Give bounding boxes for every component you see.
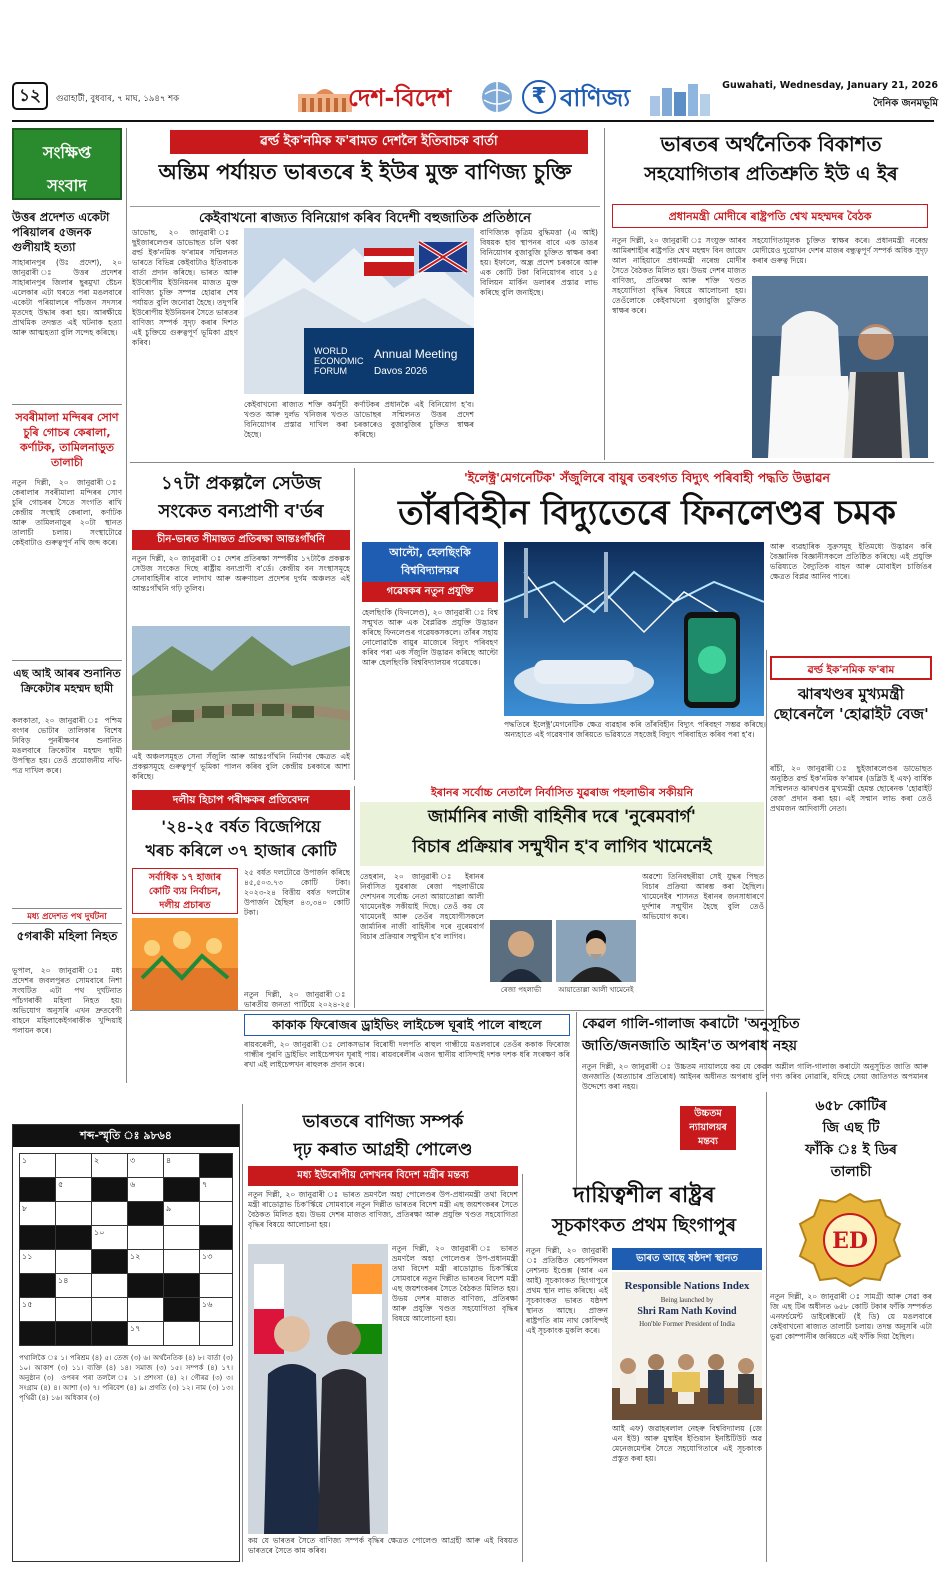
bjp-body-2: নতুন দিল্লী, ২০ জানুৱাৰী ঃ ভাৰতীয় জনতা পাৰ্টিয়ে ২০২৪-২৫ <box>244 990 350 1009</box>
sc-body: নতুন দিল্লী, ২০ জানুৱাৰী ঃ উচ্চতম ন্যায়ালয়ে কয় যে কেৱল অশ্লীল গালি-গালাজ কৰাটো অনুসূচিত জাতি আৰু জনজাতি (অত্যাচাৰ প্ৰতিৰোধ) আইনৰ অধীনত অপৰাধ বুলি গণ্য কৰিব নোৱাৰি, যদিহে সেয়া জাতিগত অপমানৰ উদ্দেশ্যে কৰা নহয়। <box>582 1062 928 1091</box>
paper-name: দৈনিক জনমভূমি <box>873 98 938 109</box>
iran-headline-box <box>360 802 764 866</box>
crossword-black-cell <box>127 1273 165 1298</box>
uae-headline-1: ভাৰতৰ অৰ্থনৈতিক বিকাশত <box>660 132 882 156</box>
crossword-black-cell <box>91 1249 129 1274</box>
iran-body: তেহৰান, ২০ জানুৱাৰী ঃ ইৰানৰ নিৰ্বাসিত যুৱৰাজ ৰেজা পহলাভীয়ে দেশখনৰ সৰ্বোচ্চ নেতা আয়াতোল্লা আলী খামেনেইক সকীয়াই দিছে। তেওঁ কয় যে খামেনেই আৰু তেওঁৰ সহযোগীসকলে জাৰ্মানিৰ নাজী বাহিনীৰ দৰে নুৰেমবাৰ্গ বিচাৰ প্ৰক্ৰিয়াৰ সন্মুখীন হ'ব লাগিব। <box>360 872 484 941</box>
crossword-number: ৪ <box>166 1156 172 1165</box>
crossword-number: ৬ <box>130 1180 136 1189</box>
poland-headline-1: ভাৰতৰে বাণিজ্য সম্পৰ্ক <box>302 1112 464 1132</box>
singapore-photo-name: Shri Ram Nath Kovind <box>637 1306 737 1317</box>
crossword-black-cell <box>91 1177 129 1202</box>
uae-body: নতুন দিল্লী, ২০ জানুৱাৰী ঃ সংযুক্ত আৰব আমিৰশাহীৰ ৰাষ্ট্ৰপতি শ্বেখ মহম্মদ বিন জায়েদ আল নাহিয়ানে প্ৰধানমন্ত্ৰী নৰেন্দ্ৰ মোদীৰ সৈতে বৈঠকত মিলিত হয়। উভয় দেশৰ মাজত বাণিজ্য, প্ৰতিৰক্ষা আৰু শক্তি খণ্ডত সহযোগিতা বৃদ্ধিৰ বিষয়ে আলোচনা হয়। তেওঁলোকে কেইবাখনো বুজাবুজি চুক্তিত স্বাক্ষৰ কৰে। <box>612 236 746 315</box>
crossword-black-cell <box>127 1201 165 1226</box>
brief-item-5-head: ৫গৰাকী মহিলা নিহত <box>16 929 118 943</box>
brief-item-5-body: ভূপাল, ২০ জানুৱাৰী ঃ মধ্য প্ৰদেশৰ জবলপুৰত সোমবাৰে নিশা সংঘটিত এটা পথ দুৰ্ঘটনাত পাঁচগৰাকী মহিলা নিহত হয়। অভিযোগ অনুসৰি এখন দ্ৰুতবেগী বাহনে মহিলাকেইগৰাকীক খুন্দিয়াই পলায়ন কৰে। <box>12 966 122 1035</box>
column-divider <box>126 128 127 1083</box>
poland-photo <box>248 1244 388 1534</box>
finland-blue-box <box>362 542 498 582</box>
sc-box <box>680 1106 736 1150</box>
sc-box-line3: মন্তব্য <box>698 1136 718 1147</box>
singapore-photo-title: Responsible Nations Index <box>624 1280 750 1292</box>
crossword-cell[interactable] <box>199 1297 233 1322</box>
crossword-cell[interactable] <box>163 1201 201 1226</box>
crossword-cell[interactable] <box>127 1321 165 1346</box>
iran-photo-caption-2: আয়াতোল্লা আলী খামেনেই <box>558 986 634 994</box>
finland-red-box: গৱেষকৰ নতুন প্ৰযুক্তি <box>362 582 498 602</box>
crossword-number: ১২ <box>130 1252 141 1261</box>
rupee-icon: ₹ <box>522 80 556 114</box>
iran-photo-khamenei <box>556 920 636 982</box>
crossword-number: ৩ <box>130 1156 136 1165</box>
sez-body: নতুন দিল্লী, ২০ জানুৱাৰী ঃ দেশৰ প্ৰতিৰক্ষা সম্পৰ্কীয় ১৭টাকৈ প্ৰকল্পক সেউজ সংকেত দিছে ৰাষ্ট্ৰীয় বন্যপ্ৰাণী ব'ৰ্ডে। কেন্দ্ৰীয় বন সংস্থাসমূহে সেনাবাহিনীৰ বাবে লাদাখ আৰু অৰুণাচল প্ৰদেশৰ দুৰ্গম অঞ্চলত এই আন্তঃগাঁথনি গঢ়ি তুলিব। <box>132 554 350 593</box>
bjp-box-line2: কোটি ব্যয় নিৰ্বাচন, <box>148 886 222 897</box>
poland-body-2: কয় যে ভাৰতৰ সৈতে বাণিজ্য সম্পৰ্ক বৃদ্ধিৰ ক্ষেত্ৰত পোলেণ্ড আগ্ৰহী আৰু এই বিষয়ত ভাৰতৰে সৈতে কাম কৰিব। <box>248 1536 518 1555</box>
crossword-black-cell <box>19 1321 57 1346</box>
bjp-headline-2: খৰচ কৰিলে ৩৭ হাজাৰ কোটি <box>145 841 337 860</box>
singapore-photo <box>612 1272 762 1420</box>
crossword-black-cell <box>163 1177 201 1202</box>
svg-text:Davos 2026: Davos 2026 <box>374 366 428 377</box>
finland-blue-box-line2: বিশ্ববিদ্যালয়ৰ <box>401 564 459 577</box>
wef-col-3: কৰ্ণাটকৰ প্ৰধানকৈ এই বিনিয়োগ হ'ব। ডাভোছৰ সন্মিলনত উত্তৰ প্ৰদেশ চৰকাৰেও বুজাবুজিৰ চুক্তিত স্বাক্ষৰ কৰিছে। <box>354 400 474 439</box>
brief-column <box>12 128 122 1083</box>
wef-kicker: ৱৰ্ল্ড ইক'নমিক ফ'ৰামত দেশলৈ ইতিবাচক বাৰ্তা <box>170 130 588 154</box>
crossword-number: ১১ <box>22 1252 33 1261</box>
sez-headline-1: ১৭টা প্ৰকল্পলৈ সেউজ <box>160 473 322 494</box>
singapore-body: নতুন দিল্লী, ২০ জানুৱাৰী ঃ প্ৰতিষ্ঠিত ৰেচপন্সিবল নেশ্যনচ ইণ্ডেক্স (আৰ এন আই) সূচকাংকত ছিংগাপুৰে প্ৰথম স্থান লাভ কৰিছে। এই সূচকাংকত ভাৰত যষ্ঠদশ স্থানত আছে। প্ৰাক্তন ৰাষ্ট্ৰপতি ৰাম নাথ কোবিন্দই এই সূচকাংক মুকলি কৰে। <box>526 1246 608 1335</box>
svg-text:WORLD: WORLD <box>314 346 348 356</box>
iran-body-2: অৱশ্যে তিনিবছৰীয়া সেই যুদ্ধৰ পিছত বিচাৰ প্ৰক্ৰিয়া আৰম্ভ কৰা হৈছিল। খামেনেইৰ শাসনত ইৰানৰ জনসাধাৰণে দুৰ্দশাৰ সন্মুখীন হৈছে বুলি তেওঁ অভিযোগ কৰে। <box>642 872 764 921</box>
crossword-number: ১৩ <box>202 1252 213 1261</box>
brief-item-3-body: কলকাতা, ২০ জানুৱাৰী ঃ পশ্চিম বংগৰ ভোটাৰ তালিকাৰ বিশেষ নিবিড় পুনৰীক্ষণৰ শুনানিত মঙলবাৰে ক্ৰিকেটাৰ মহম্মদ ছামী উপস্থিত হয়। তেওঁ প্ৰয়োজনীয় নথি-পত্ৰ দাখিল কৰে। <box>12 716 122 775</box>
poland-kicker: মধ্য ইউৰোপীয় দেশখনৰ বিদেশ মন্ত্ৰীৰ মন্তব্য <box>248 1166 518 1186</box>
bjp-box-line1: সৰ্বাধিক ১৭ হাজাৰ <box>148 872 222 883</box>
bjp-body: ২৫ বৰ্ষত দলটোৱে উপাৰ্জন কৰিছে ৪৫,৫০৩.৭৩ কোটি টকা। ২০২৩-২৪ বিত্তীয় বৰ্ষত দলটোৰ উপাৰ্জন হৈছিল ৪৩,৩৪০ কোটি টকা। <box>244 868 350 917</box>
finland-body-left: হেলছিংকি (ফিনলেণ্ড), ২০ জানুৱাৰী ঃ বিশ্ব সন্মুখত আৰু এক বৈপ্লৱিক প্ৰযুক্তি উদ্ভাৱন কৰিছে ফিনলেণ্ডৰ গৱেষকসকলে। তাঁৰৰ সহায় নোলোৱাকৈ বায়ুৰ মাজেৰে বিদ্যুৎ পৰিবহণ কৰিব পৰা এক সঁজুলি উদ্ভাৱন কৰিছে আল্টো আৰু হেলছিংকি বিশ্ববিদ্যালয়ৰ গৱেষকে। <box>362 608 498 667</box>
ed-logo-letters: ED <box>832 1228 868 1254</box>
sc-box-line1: উচ্চতম <box>694 1108 722 1119</box>
crossword-cell[interactable] <box>19 1153 57 1178</box>
crossword-cell[interactable] <box>55 1177 93 1202</box>
bjp-box-line3: দলীয় প্ৰচাৰত <box>159 900 211 911</box>
bjp-headline-1: '২৪-২৫ বৰ্ষত বিজেপিয়ে <box>161 817 321 836</box>
crossword-clues: পথালিকৈ ঃ ১। পৰিশ্ৰম (৪) ৫। তেজ (৩) ৬। অৰ্থনৈতিক (৪) ৮। বাৰ্তা (৩) ১০। আকাশ (৩) ১১। ব্যক্তি (৪) ১৪। সমাজ (৩) ১৫। সম্পৰ্ক (৪) ১৭। অনুষ্ঠান (৩) ‍ ওপৰৰ পৰা তললৈ ঃ ১। প্ৰশংসা (৪) ২। গৌৰৱ (৩) ৩। সংগ্ৰাম (৪) ৪। আশা (৩) ৭। পৰিবেশ (৪) ৯। প্ৰগতি (৩) ১২। নাম (৩) ১৩। পৃথিৱী (৪) ১৬। অধিকাৰ (৩) <box>19 1354 233 1402</box>
date-assamese: গুৱাহাটী, বুধবাৰ, ৭ মাঘ, ১৯৪৭ শক <box>56 94 180 104</box>
crossword-cell[interactable] <box>127 1225 165 1250</box>
crossword-cell[interactable] <box>199 1201 233 1226</box>
crossword-cell[interactable] <box>127 1249 165 1274</box>
brief-item-3-head: এছ আই আৰৰ শুনানিত ক্ৰিকেটাৰ মহম্মদ ছামী <box>13 667 121 695</box>
crossword <box>12 1124 240 1562</box>
crossword-black-cell <box>163 1273 201 1298</box>
bjp-highlight-box <box>132 868 238 914</box>
crossword-cell[interactable] <box>163 1321 201 1346</box>
crossword-cell[interactable] <box>91 1273 129 1298</box>
column-divider <box>766 1092 767 1562</box>
globe-icon <box>480 80 514 114</box>
iran-photo-pahlavi <box>490 920 552 982</box>
svg-text:Annual Meeting: Annual Meeting <box>374 347 458 361</box>
crossword-cell[interactable] <box>199 1177 233 1202</box>
crossword-grid <box>19 1153 233 1343</box>
bjp-kicker: দলীয় হিচাপ পৰীক্ষকৰ প্ৰতিবেদন <box>132 790 350 810</box>
crossword-cell[interactable] <box>19 1201 57 1226</box>
crossword-black-cell <box>199 1225 233 1250</box>
crossword-cell[interactable] <box>91 1153 129 1178</box>
jharkhand-body: ৰাঁচী, ২০ জানুৱাৰী ঃ ছুইজাৰলেণ্ডৰ ডাভোছত অনুষ্ঠিত ৱৰ্ল্ড ইক'নমিক ফ'ৰামৰ (ডব্লিউ ই এফ) বাৰ্ষিক সন্মিলনত ঝাৰখণ্ডৰ মুখ্যমন্ত্ৰী হেমন্ত ছোৰেনক 'হোৱাইট বেজ' প্ৰদান কৰা হয়। এই সন্মান লাভ কৰা তেওঁ প্ৰথমজন আদিবাসী নেতা। <box>770 764 932 813</box>
brief-label <box>12 128 122 200</box>
crossword-cell[interactable] <box>91 1225 129 1250</box>
poland-body-3: নতুন দিল্লী, ২০ জানুৱাৰী ঃ ভাৰত ভ্ৰমণলৈ অহা পোলেণ্ডৰ উপ-প্ৰধানমন্ত্ৰী তথা বিদেশ মন্ত্ৰী ৰাডোস্লাভ চিক'ৰ্স্কিয়ে সোমবাৰে নতুন দিল্লীত ভাৰতৰ বিদেশ মন্ত্ৰী এছ জয়শংকৰৰ সৈতে বৈঠকত মিলিত হয়। উভয় দেশৰ মাজত বাণিজ্য, প্ৰতিৰক্ষা আৰু প্ৰযুক্তি খণ্ডত সহযোগিতা বৃদ্ধিৰ বিষয়ে আলোচনা হয়। <box>392 1244 518 1323</box>
poland-headline-2: দৃঢ় কৰাত আগ্ৰহী পোলেণ্ড <box>293 1140 473 1160</box>
singapore-blue-box: ভাৰত আছে ষষ্ঠদশ স্থানত <box>612 1248 762 1270</box>
sc-headline-1: কেৱল গালি-গালাজ কৰাটো 'অনুসূচিত <box>582 1016 800 1032</box>
building-graphic <box>296 86 354 114</box>
crossword-black-cell <box>55 1321 93 1346</box>
crossword-black-cell <box>19 1177 57 1202</box>
crossword-cell[interactable] <box>55 1201 93 1226</box>
section-banner <box>296 76 714 118</box>
finland-kicker: 'ইলেক্ট্ৰ'মেগনেটিক' সঁজুলিৰে বায়ুৰ তৰংগত বিদ্যুৎ পৰিবাহী পদ্ধতি উদ্ভাৱন <box>463 470 831 485</box>
brief-item-2-head <box>12 410 122 470</box>
wef-headline: অন্তিম পৰ্যায়ত ভাৰতৰে ই ইউৰ মুক্ত বাণিজ্য চুক্তি <box>158 159 572 184</box>
uae-photo <box>752 276 928 458</box>
ed-headline-4: তালাচী <box>830 1164 872 1180</box>
crossword-cell[interactable] <box>199 1273 233 1298</box>
brief-item-1-body: সাহাৰানপুৰ (উঃ প্ৰদেশ), ২০ জানুৱাৰী ঃ উত্তৰ প্ৰদেশৰ সাহাৰানপুৰ জিলাৰ ছুৰমুখা ষ্টেচন এলেকাৰ এটা ঘৰতে পৰা মঙলবাৰে একেটা পৰিয়ালৰে পাঁচজন সদস্যৰ মৃতদেহ উদ্ধাৰ কৰা হয়। আৰক্ষীয়ে প্ৰাথমিক তদন্তত এই ঘটনাক হত্যা আৰু আত্মহত্যা বুলি সন্দেহ কৰিছে। <box>12 258 122 337</box>
crossword-cell[interactable] <box>55 1153 93 1178</box>
column-divider <box>604 128 605 460</box>
sez-kicker: চীন-ভাৰত সীমান্তত প্ৰতিৰক্ষা আন্তঃগাঁথনি <box>132 530 350 550</box>
crossword-number: ১৭ <box>130 1324 141 1333</box>
kakak-headline: কাকাক ফিৰোজৰ ড্ৰাইভিং লাইচেন্স ঘূৰাই পালে ৰাহুলে <box>244 1014 570 1036</box>
wef-photo <box>244 228 474 394</box>
city-graphic <box>648 82 712 116</box>
uae-kicker: প্ৰধানমন্ত্ৰী মোদীৰে ৰাষ্ট্ৰপতি শ্বেখ মহম্মদৰ বৈঠক <box>612 204 928 228</box>
section-title-banijya: বাণিজ্য <box>560 83 631 112</box>
svg-text:ECONOMIC: ECONOMIC <box>314 356 364 366</box>
crossword-cell[interactable] <box>55 1249 93 1274</box>
crossword-cell[interactable] <box>163 1153 201 1178</box>
ed-headline-2: জি এছ টি <box>822 1120 880 1136</box>
crossword-title: শব্দ-স্মৃতি ঃ ৯৮৬৪ <box>13 1125 239 1147</box>
crossword-cell[interactable] <box>127 1153 165 1178</box>
section-divider <box>130 462 934 463</box>
crossword-black-cell <box>91 1321 129 1346</box>
sc-box-line2: ন্যায়ালয়ৰ <box>689 1122 727 1133</box>
crossword-number: ৮ <box>22 1204 28 1213</box>
singapore-photo-role: Hon'ble Former President of India <box>639 1320 735 1328</box>
crossword-black-cell <box>199 1153 233 1178</box>
finland-headline: তাঁৰবিহীন বিদ্যুতেৰে ফিনলেণ্ডৰ চমক <box>398 493 896 533</box>
ed-headline-3: ফাঁকি ঃ ই ডিৰ <box>805 1142 897 1158</box>
finland-body-right: আৰু ব্যৱহাৰিক সুক্ৰসমূহ ইতিমধ্যে উদ্ভাৱন কৰি বৈজ্ঞানিক বিজ্ঞানীসকলে প্ৰতিষ্ঠিত কৰিছে। এই প্ৰযুক্তি ভৱিষ্যতে বৈদ্যুতিক বাহন আৰু মোবাইল চাৰ্জিঙৰ ক্ষেত্ৰত বিপ্লৱ আনিব পাৰে। <box>770 542 932 581</box>
brief-item-2-body: নতুন দিল্লী, ২০ জানুৱাৰী ঃ কেৰালাৰ সবৰীমালা মন্দিৰৰ সোণ চুৰি গোচৰৰ সৈতে সংগতি ৰাখি কেন্দ্ৰীয় সংস্থাই কেৰালা, কৰ্ণাটক আৰু তামিলনাড়ুৰ ২০টা স্থানত তালাচী চলায়। সংস্থাটোৱে কেইবাটাও গুৰুত্বপূৰ্ণ নথি জব্দ কৰে। <box>12 478 122 547</box>
singapore-headline-1: দায়িত্বশীল ৰাষ্ট্ৰৰ <box>573 1182 715 1208</box>
crossword-black-cell <box>163 1297 201 1322</box>
brief-label-line2: সংবাদ <box>47 176 87 195</box>
crossword-cell[interactable] <box>55 1297 93 1322</box>
finland-blue-box-line1: আল্টো, হেলছিংকি <box>389 546 471 559</box>
poland-body: নতুন দিল্লী, ২০ জানুৱাৰী ঃ ভাৰত ভ্ৰমণলৈ অহা পোলেণ্ডৰ উপ-প্ৰধানমন্ত্ৰী তথা বিদেশ মন্ত্ৰী ৰাডোস্লাভ চিক'ৰ্স্কিয়ে সোমবাৰে নতুন দিল্লীত ভাৰতৰ বিদেশ মন্ত্ৰী এছ জয়শংকৰৰ সৈতে বৈঠকত মিলিত হয়। উভয় দেশৰ মাজত বাণিজ্য, প্ৰতিৰক্ষা আৰু প্ৰযুক্তি খণ্ডত সহযোগিতা বৃদ্ধিৰ বিষয়ে আলোচনা হয়। <box>248 1190 518 1229</box>
svg-text:FORUM: FORUM <box>314 366 347 376</box>
singapore-photo-people <box>612 1332 762 1420</box>
crossword-number: ৯ <box>166 1204 172 1213</box>
crossword-cell[interactable] <box>163 1225 201 1250</box>
crossword-cell[interactable] <box>199 1249 233 1274</box>
ed-logo <box>790 1190 910 1290</box>
crossword-number: ৫ <box>58 1180 64 1189</box>
finland-photo <box>504 542 764 716</box>
crossword-black-cell <box>55 1225 93 1250</box>
iran-headline-1: জাৰ্মানিৰ নাজী বাহিনীৰ দৰে 'নুৰেমবাৰ্গ' <box>428 807 696 827</box>
section-title-desh-bidesh: দেশ-বিদেশ <box>348 83 452 112</box>
crossword-cell[interactable] <box>19 1297 57 1322</box>
sez-photo <box>132 626 350 750</box>
wef-col-4: বাণিজ্যিক কৃত্ৰিম বুদ্ধিমত্তা (এ আই) বিষয়ক হাব স্থাপনৰ বাবে এক ডাঙৰ বিনিয়োগৰ বুজাবুজি চুক্তিত স্বাক্ষৰ কৰা হয়। ইফালে, অন্ধ্ৰ প্ৰদেশ চৰকাৰে আৰু এক কোটি টকা বিনিয়োগৰ বাবে ১৫ বিলিয়ন মাৰ্কিন ডলাৰৰ প্ৰস্তাৱ লাভ কৰিছে বুলি জনাইছে। <box>480 228 598 297</box>
column-divider <box>522 1174 523 1562</box>
crossword-black-cell <box>19 1225 57 1250</box>
sez-body-2: এই অঞ্চলসমূহত সেনা সঁজুলি আৰু আন্তঃগাঁথনি নিৰ্মাণৰ ক্ষেত্ৰত এই প্ৰকল্পসমূহে গুৰুত্বপূৰ্ণ ভূমিকা পালন কৰিব বুলি কেন্দ্ৰীয় চৰকাৰে আশা কৰিছে। <box>132 752 350 781</box>
date-english: Guwahati, Wednesday, January 21, 2026 <box>722 80 938 91</box>
singapore-headline-2: সূচকাংকত প্ৰথম ছিংগাপুৰ <box>551 1215 737 1236</box>
sez-headline-2: সংকেত বন্যপ্ৰাণী ব'ৰ্ডৰ <box>158 501 324 522</box>
ed-body: নতুন দিল্লী, ২০ জানুৱাৰী ঃ সামগ্ৰী আৰু সেৱা কৰ জি এছ টিৰ অধীনত ৬৫৮ কোটি টকাৰ ফাঁকি সম্পৰ্কত এনফৰ্চমেন্ট ডাইৰেক্টৰেট (ই ডি) য়ে মঙলবাৰে কেইবাখনো ৰাজ্যত তালাচী চলায়। তদন্ত অনুসৰি এটা ভুৱা কোম্পানীৰ জৰিয়তে এই ফাঁকি দিয়া হৈছিল। <box>770 1292 932 1341</box>
column-divider <box>354 468 355 780</box>
bjp-photo <box>132 918 238 1010</box>
divider <box>12 660 122 661</box>
finland-body-bottom: পদ্ধতিৰে ইলেক্ট্ৰ'মেগনেটিক ক্ষেত্ৰ ব্যৱহাৰ কৰি তাঁৰবিহীন বিদ্যুৎ পৰিবহণ সম্ভৱ কৰিছে। অন্যহাতে এই গৱেষণাৰ জৰিয়তে ভৱিষ্যতে সহজেই বিদ্যুৎ পৰিবাহিত কৰিব পৰা হ'ব। <box>504 720 766 739</box>
crossword-cell[interactable] <box>127 1297 165 1322</box>
crossword-black-cell <box>19 1273 57 1298</box>
wef-col-2: কেইবাখনো ৰাজ্যত শক্তি কৰ্মসূচী খণ্ডত আৰু দুৰ্লভ খনিজৰ খণ্ডত বিনিয়োগৰ প্ৰস্তাৱ দাখিল কৰা হৈছে। <box>244 400 348 439</box>
column-divider <box>354 786 355 1008</box>
crossword-number: ২ <box>94 1156 100 1165</box>
column-divider <box>576 1012 577 1188</box>
crossword-number: ১৫ <box>22 1300 33 1309</box>
masthead-rule <box>12 120 934 122</box>
iran-photo-caption-1: ৰেজা পহলাভী <box>500 986 542 994</box>
wef-col-1: ডাভোছ, ২০ জানুৱাৰী ঃ ছুইজাৰলেণ্ডৰ ডাভোছত চলি থকা ৱৰ্ল্ড ইক'নমিক ফ'ৰামৰ সন্মিলনত ভাৰতে বিভিন্ন কেইবাটাও ইতিবাচক বাৰ্তা প্ৰদান কৰিছে। ভাৰত আৰু ইউৰোপীয় ইউনিয়নৰ মাজত মুক্ত বাণিজ্য চুক্তি সম্পন্ন হোৱাৰ শেষ পৰ্যায়ত বুলি জনোৱা হৈছে। তদুপৰি ইউৰোপীয় ইউনিয়নৰ সৈতে ভাৰতৰ বাণিজ্য সম্পৰ্ক সুদৃঢ় কৰাৰ দিশত এই চুক্তিয়ে গুৰুত্বপূৰ্ণ ভূমিকা গ্ৰহণ কৰিব। <box>132 228 238 347</box>
jharkhand-headline: ঝাৰখণ্ডৰ মুখ্যমন্ত্ৰী ছোৰেনলৈ 'হোৱাইট বেজ' <box>773 685 929 723</box>
brief-item-4-head: মধ্য প্ৰদেশত পথ দুৰ্ঘটনা <box>12 908 122 924</box>
crossword-number: ১৪ <box>58 1276 69 1285</box>
crossword-cell[interactable] <box>91 1201 129 1226</box>
sc-headline-2: জাতি/জনজাতি আইন'ত অপৰাধ নহয় <box>582 1038 797 1054</box>
crossword-cell[interactable] <box>127 1177 165 1202</box>
crossword-number: ১০ <box>94 1228 105 1237</box>
iran-kicker: ইৰানৰ সৰ্বোচ্চ নেতালৈ নিৰ্বাসিত যুৱৰাজ পহলাভীৰ সকীয়নি <box>430 786 694 799</box>
crossword-cell[interactable] <box>163 1249 201 1274</box>
crossword-cell[interactable] <box>55 1273 93 1298</box>
crossword-number: ১৬ <box>202 1300 213 1309</box>
kakak-body: ৰায়বৰেলী, ২০ জানুৱাৰী ঃ লোকসভাৰ বিৰোধী দলপতি ৰাহুল গান্ধীয়ে মঙলবাৰে তেওঁৰ ককাক ফিৰোজ গান্ধীৰ পুৰণি ড্ৰাইভিং লাইচেন্সখন ঘূৰাই পায়। ৰায়বৰেলীৰ এজন স্থানীয় বাসিন্দাই দশক দশক ধৰি সংৰক্ষণ কৰি ৰখা এই লাইচেন্সখন ৰাহুলক প্ৰদান কৰে। <box>244 1040 570 1069</box>
brief-item-1-head: উত্তৰ প্ৰদেশত একেটা পৰিয়ালৰ ৫জনক গুলীয়াই হত্যা <box>12 210 110 254</box>
ed-headline-1: ৬৫৮ কোটিৰ <box>815 1098 887 1114</box>
crossword-number: ৭ <box>202 1180 208 1189</box>
page-number: ১২ <box>12 82 48 110</box>
uae-body-2: সহযোগিতামূলক চুক্তিত স্বাক্ষৰ কৰে। প্ৰধানমন্ত্ৰী নৰেন্দ্ৰ মোদীয়েও দুয়োখন দেশৰ মাজৰ বন্ধুত্বপূৰ্ণ সম্পৰ্ক অধিক সুদৃঢ় কৰাৰ গুৰুত্ব দিয়ে। <box>752 236 928 265</box>
column-divider <box>242 1104 243 1562</box>
brief-item-2-headline: সবৰীমালা মন্দিৰৰ সোণ চুৰি গোচৰ কেৰালা, কৰ্ণাটক, তামিলনাড়ুত তালাচী <box>15 411 119 469</box>
masthead <box>0 72 945 122</box>
singapore-body-2: আই এফ) জৱাহৰলাল নেহৰু বিশ্ববিদ্যালয় (জে এন ইউ) আৰু মুম্বাইৰ ইণ্ডিয়ান ইনষ্টিটিউট অৱ মেনেজমেণ্টৰ সৈতে সহযোগিতাৰে এই সূচকাংক প্ৰস্তুত কৰা হয়। <box>612 1424 762 1463</box>
brief-label-line1: সংক্ষিপ্ত <box>42 143 92 162</box>
jharkhand-kicker: ৱৰ্ল্ড ইক'নমিক ফ'ৰাম <box>770 656 932 680</box>
crossword-number: ১ <box>22 1156 28 1165</box>
singapore-photo-sub: Being launched by <box>660 1296 714 1304</box>
crossword-cell[interactable] <box>19 1249 57 1274</box>
wef-subhead: কেইবাখনো ৰাজ্যত বিনিয়োগ কৰিব বিদেশী বহুজাতিক প্ৰতিষ্ঠানে <box>130 206 600 230</box>
crossword-cell[interactable] <box>199 1321 233 1346</box>
crossword-cell[interactable] <box>91 1297 129 1322</box>
section-divider <box>130 1010 764 1011</box>
iran-headline-2: বিচাৰ প্ৰক্ৰিয়াৰ সন্মুখীন হ'ব লাগিব খামেনেই <box>412 837 712 857</box>
uae-headline-2: সহযোগিতাৰ প্ৰতিশ্ৰুতি ইউ এ ইৰ <box>644 163 898 185</box>
divider <box>12 404 122 405</box>
